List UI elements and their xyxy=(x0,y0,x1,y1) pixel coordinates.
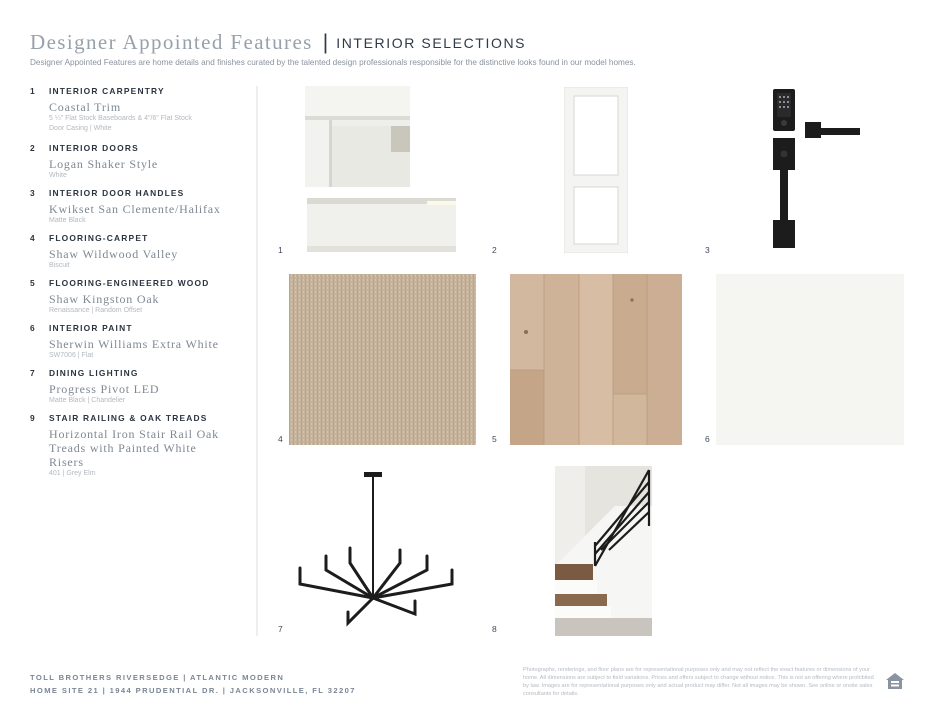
image-label: 4 xyxy=(278,434,283,444)
selection-number: 9 xyxy=(30,413,36,423)
community-line: TOLL BROTHERS RIVERSEDGE | ATLANTIC MODERN xyxy=(30,673,285,682)
baseboard-image xyxy=(307,198,456,252)
selection-name: Progress Pivot LED xyxy=(49,382,160,396)
selection-name: Kwikset San Clemente/Halifax xyxy=(49,202,221,216)
selection-number: 7 xyxy=(30,368,36,378)
selection-category: DINING LIGHTING xyxy=(49,368,139,378)
wood-flooring-swatch xyxy=(510,274,682,445)
selection-category: FLOORING-ENGINEERED WOOD xyxy=(49,278,210,288)
image-label: 2 xyxy=(492,245,497,255)
carpet-swatch xyxy=(289,274,476,445)
selection-name: Horizontal Iron Stair Rail Oak Treads with Painted White Risers xyxy=(49,427,219,469)
address-line: HOME SITE 21 | 1944 PRUDENTIAL DR. | JACKSONVILLE, FL 32207 xyxy=(30,686,356,695)
selection-detail: SW7006 | Flat xyxy=(49,352,94,359)
title-main: Designer Appointed Features xyxy=(30,30,313,54)
selection-number: 5 xyxy=(30,278,36,288)
selection-item xyxy=(30,368,250,406)
image-label: 3 xyxy=(705,245,710,255)
selection-item xyxy=(30,278,250,316)
selection-category: INTERIOR DOOR HANDLES xyxy=(49,188,185,198)
selection-detail: White xyxy=(49,172,67,179)
selection-number: 3 xyxy=(30,188,36,198)
selection-category: INTERIOR DOORS xyxy=(49,143,139,153)
stair-railing-image xyxy=(555,466,652,636)
trim-casing-image xyxy=(305,86,410,187)
image-label: 5 xyxy=(492,434,497,444)
image-label: 8 xyxy=(492,624,497,634)
paint-swatch xyxy=(716,274,904,445)
page-title xyxy=(30,30,526,55)
chandelier-image xyxy=(290,470,470,630)
selection-name: Sherwin Williams Extra White xyxy=(49,337,219,351)
column-divider xyxy=(256,86,258,636)
selection-name: Shaw Wildwood Valley xyxy=(49,247,179,261)
intro-text: Designer Appointed Features are home details and finishes curated by the talented design professionals responsible for the distinctive looks found in our model homes. xyxy=(30,58,636,67)
selection-item xyxy=(30,143,250,181)
shaker-door-image xyxy=(564,87,628,253)
selection-number: 6 xyxy=(30,323,36,333)
selection-detail: Biscuit xyxy=(49,262,70,269)
selection-name: Coastal Trim xyxy=(49,100,121,114)
door-handle-image xyxy=(768,86,862,252)
selection-category: FLOORING-CARPET xyxy=(49,233,149,243)
selection-item xyxy=(30,233,250,271)
selection-name: Logan Shaker Style xyxy=(49,157,159,171)
selection-detail: Matte Black xyxy=(49,217,86,224)
selection-category: INTERIOR CARPENTRY xyxy=(49,86,165,96)
selection-item xyxy=(30,413,250,479)
selection-item xyxy=(30,323,250,361)
selection-detail: Renaissance | Random Offset xyxy=(49,307,143,314)
selection-detail: 5 ¼" Flat Stock Baseboards & 4"/6" Flat Stock xyxy=(49,115,192,122)
selection-detail: 401 | Grey Elm xyxy=(49,470,96,477)
selection-detail: Door Casing | White xyxy=(49,125,112,132)
selection-item xyxy=(30,188,250,226)
selection-name: Shaw Kingston Oak xyxy=(49,292,160,306)
legal-disclaimer: Photographs, renderings, and floor plans are for representational purposes only and may not reflect the exact features or dimensions of your home. All dimensions are subject to field variations. Prices and offers subject to change without notice. This is not an offering where prohibited by law. Images are for representational purposes only and actual product may differ. Not all images may be shown. See online or onsite sales consultants for details. xyxy=(523,667,874,697)
selection-number: 4 xyxy=(30,233,36,243)
community-info xyxy=(30,671,356,697)
selection-category: INTERIOR PAINT xyxy=(49,323,133,333)
title-subtitle: INTERIOR SELECTIONS xyxy=(336,34,527,51)
image-label: 6 xyxy=(705,434,710,444)
selection-category: STAIR RAILING & OAK TREADS xyxy=(49,413,208,423)
selection-item xyxy=(30,86,250,134)
image-label: 1 xyxy=(278,245,283,255)
title-separator: | xyxy=(322,30,329,54)
equal-housing-icon xyxy=(885,671,905,691)
selection-number: 1 xyxy=(30,86,36,96)
selection-detail: Matte Black | Chandelier xyxy=(49,397,126,404)
selection-number: 2 xyxy=(30,143,36,153)
image-label: 7 xyxy=(278,624,283,634)
